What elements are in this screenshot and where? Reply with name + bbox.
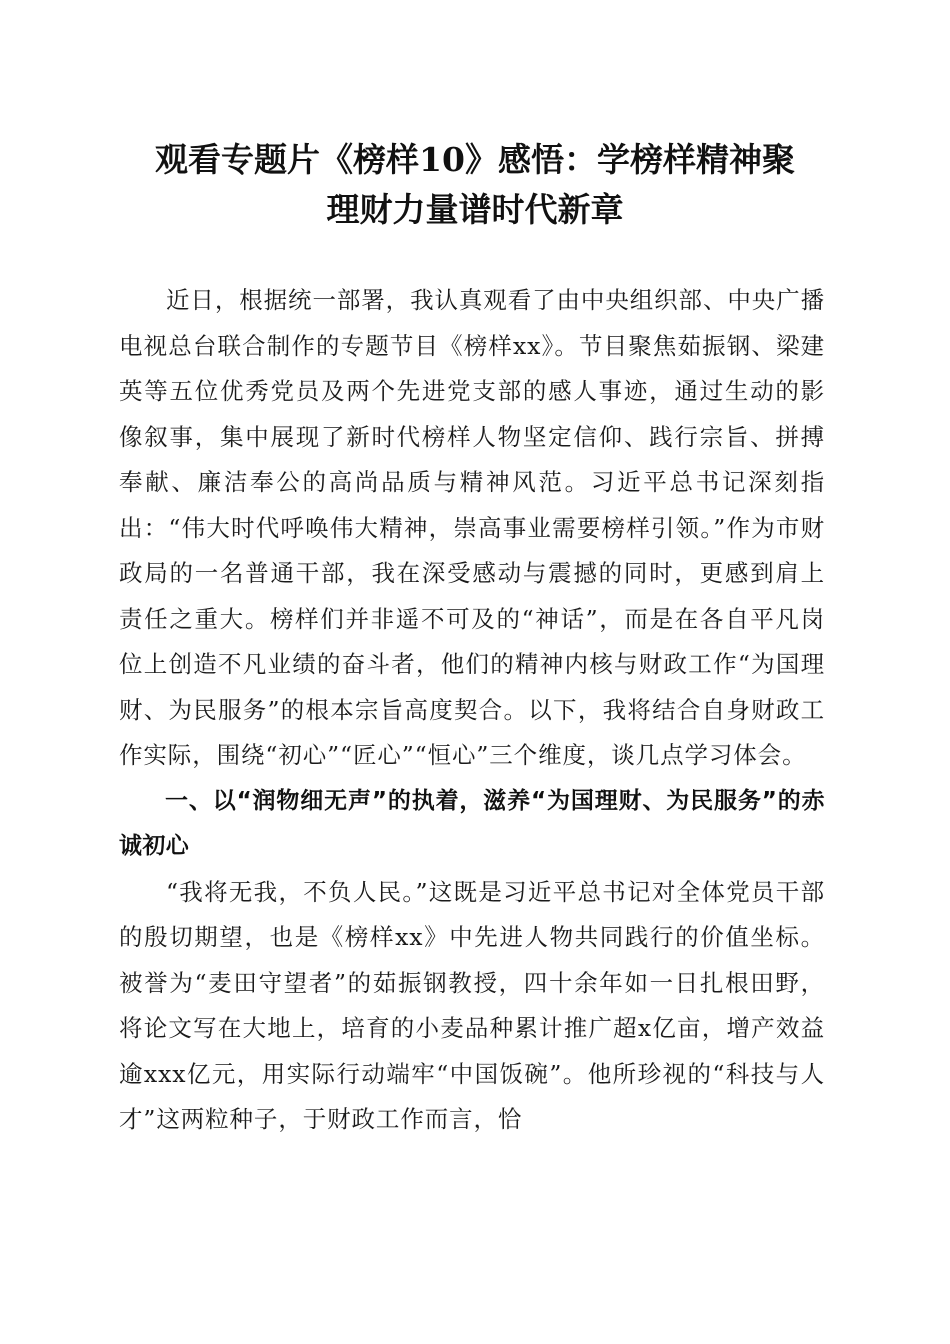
document-body <box>119 278 825 1143</box>
intro-paragraph: 近日，根据统一部署，我认真观看了由中央组织部、中央广播电视总台联合制作的专题节目《榜样xx》。节目聚焦茹振钢、梁建英等五位优秀党员及两个先进党支部的感人事迹，通过生动的影像叙事，集中展现了新时代榜样人物坚定信仰、践行宗旨、拼搏奉献、廉洁奉公的高尚品质与精神风范。习近平总书记深刻指出：“伟大时代呼唤伟大精神，崇高事业需要榜样引领。”作为市财政局的一名普通干部，我在深受感动与震撼的同时，更感到肩上责任之重大。榜样们并非遥不可及的“神话”，而是在各自平凡岗位上创造不凡业绩的奋斗者，他们的精神内核与财政工作“为国理财、为民服务”的根本宗旨高度契合。以下，我将结合自身财政工作实际，围绕“初心”“匠心”“恒心”三个维度，谈几点学习体会。 <box>119 286 825 769</box>
title-line-1: 观看专题片《榜样10》感悟：学榜样精神聚 <box>155 140 795 179</box>
body-paragraph: “我将无我，不负人民。”这既是习近平总书记对全体党员干部的殷切期望，也是《榜样xx》中先进人物共同践行的价值坐标。被誉为“麦田守望者”的茹振钢教授，四十余年如一日扎根田野，将论文写在大地上，培育的小麦品种累计推广超x亿亩，增产效益逾xxx亿元，用实际行动端牢“中国饭碗”。他所珍视的“科技与人才”这两粒种子，于财政工作而言，恰 <box>119 877 825 1133</box>
document-title <box>100 135 850 235</box>
section-heading: 一、以“润物细无声”的执着，滋养“为国理财、为民服务”的赤诚初心 <box>119 787 825 859</box>
title-line-2: 理财力量谱时代新章 <box>326 190 624 229</box>
